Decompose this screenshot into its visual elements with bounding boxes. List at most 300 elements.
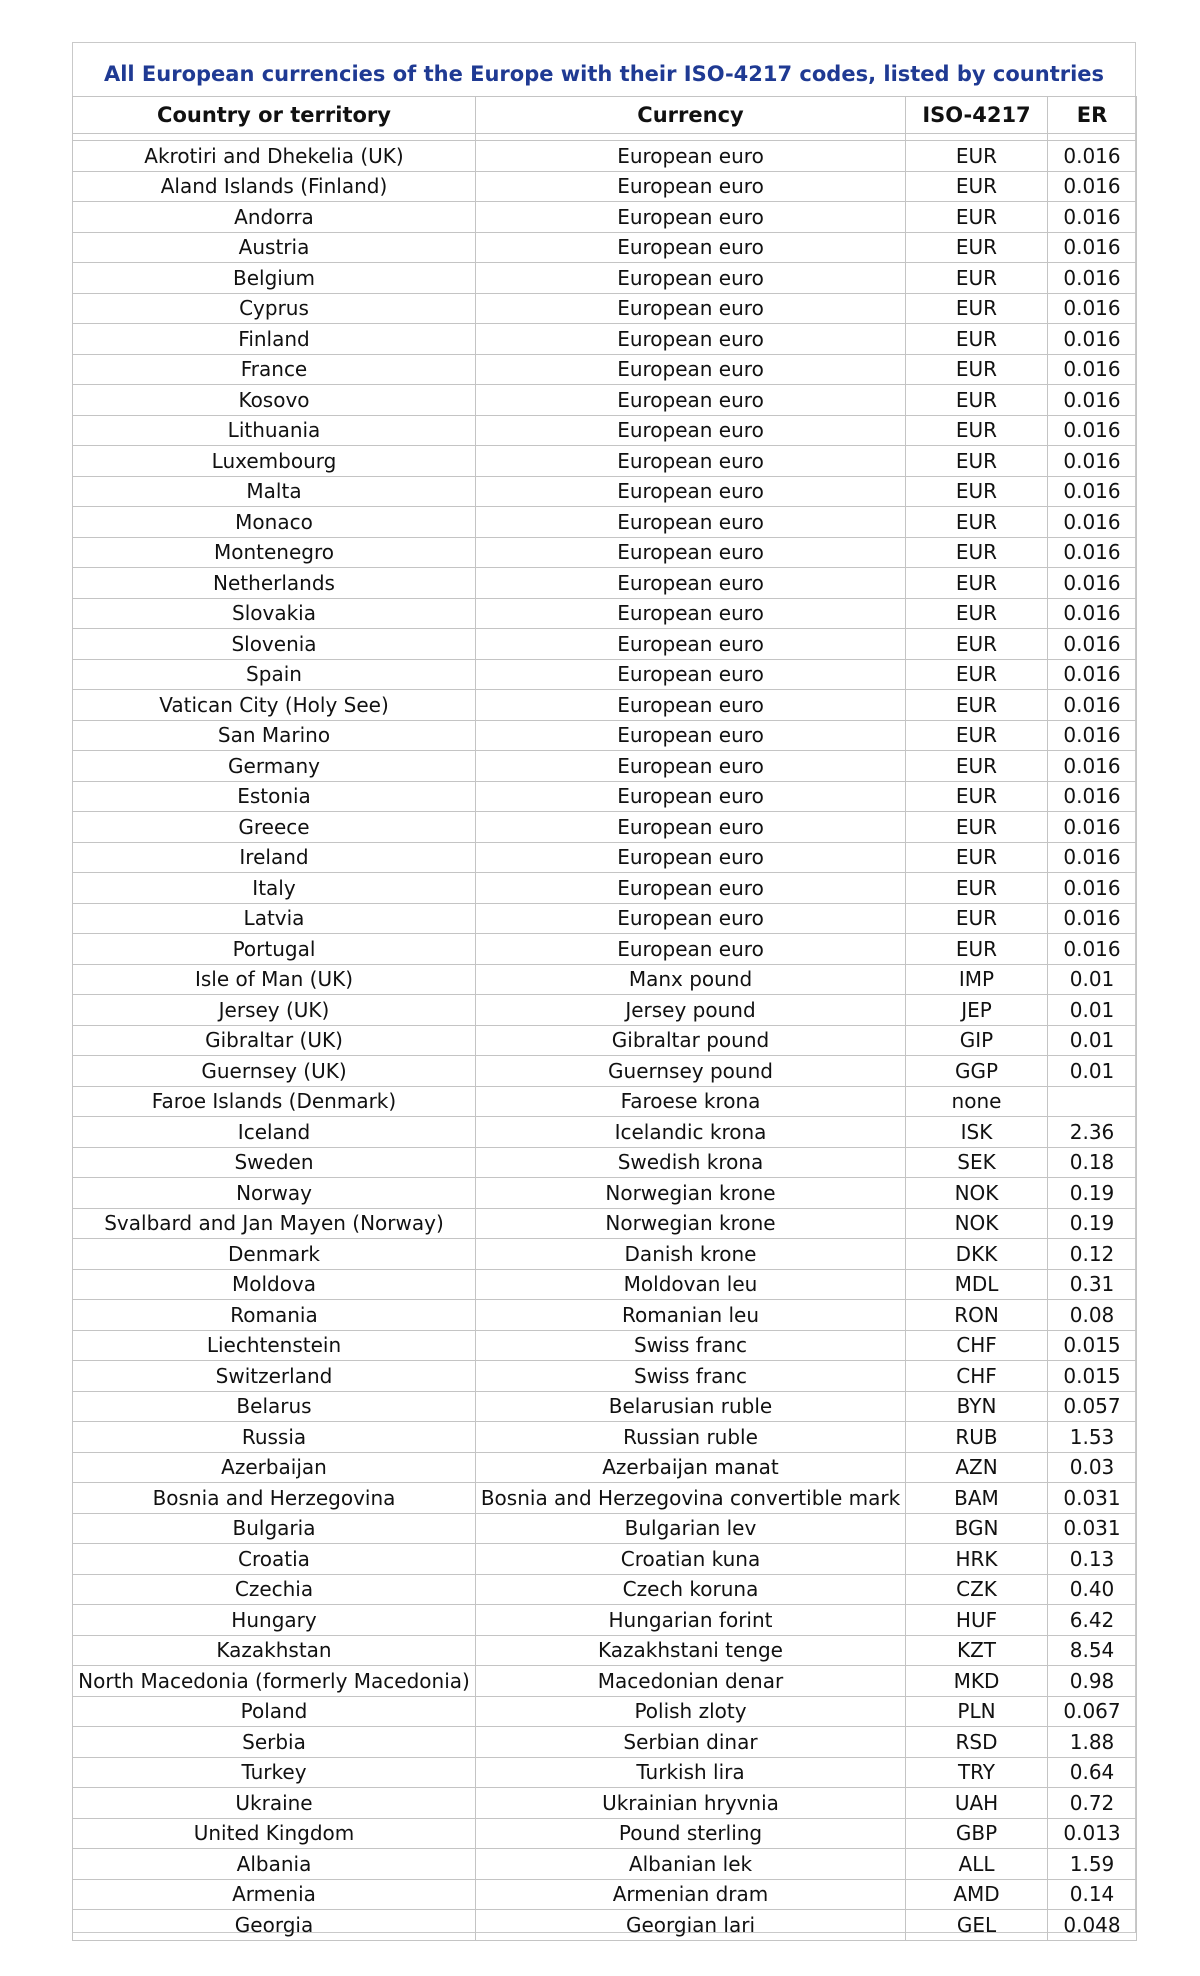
exchange-rate-cell: 0.016	[1048, 659, 1137, 690]
table-row	[73, 293, 1137, 324]
exchange-rate-cell: 0.016	[1048, 690, 1137, 721]
exchange-rate-cell: 0.016	[1048, 751, 1137, 782]
country-cell: Gibraltar (UK)	[73, 1025, 476, 1056]
table-row	[73, 415, 1137, 446]
country-cell: Austria	[73, 232, 476, 263]
country-cell: Bulgaria	[73, 1513, 476, 1544]
table-row	[73, 1178, 1137, 1209]
iso-code-cell: EUR	[906, 385, 1048, 416]
table-row	[73, 1666, 1137, 1697]
header-row	[73, 97, 1137, 134]
table-body	[73, 134, 1137, 1941]
exchange-rate-cell: 0.08	[1048, 1300, 1137, 1331]
exchange-rate-cell: 0.18	[1048, 1147, 1137, 1178]
spacer-cell	[906, 134, 1048, 141]
table-row	[73, 1757, 1137, 1788]
table-row	[73, 1452, 1137, 1483]
currency-cell: European euro	[476, 690, 906, 721]
currency-cell: Danish krone	[476, 1239, 906, 1270]
country-cell: Belarus	[73, 1391, 476, 1422]
country-cell: Akrotiri and Dhekelia (UK)	[73, 141, 476, 172]
iso-code-cell: PLN	[906, 1696, 1048, 1727]
table-row	[73, 598, 1137, 629]
table-row	[73, 995, 1137, 1026]
currency-cell: Norwegian krone	[476, 1178, 906, 1209]
table-row	[73, 1391, 1137, 1422]
iso-code-cell: EUR	[906, 476, 1048, 507]
currency-cell: European euro	[476, 568, 906, 599]
iso-code-cell: EUR	[906, 537, 1048, 568]
currency-cell: Swiss franc	[476, 1361, 906, 1392]
currency-cell: European euro	[476, 232, 906, 263]
table-row	[73, 1056, 1137, 1087]
currency-cell: European euro	[476, 507, 906, 538]
iso-code-cell: RSD	[906, 1727, 1048, 1758]
currency-cell: Hungarian forint	[476, 1605, 906, 1636]
header-currency: Currency	[476, 97, 906, 134]
table-row	[73, 202, 1137, 233]
exchange-rate-cell: 0.016	[1048, 385, 1137, 416]
iso-code-cell: CZK	[906, 1574, 1048, 1605]
iso-code-cell: EUR	[906, 141, 1048, 172]
iso-code-cell: EUR	[906, 415, 1048, 446]
country-cell: Liechtenstein	[73, 1330, 476, 1361]
country-cell: Sweden	[73, 1147, 476, 1178]
iso-code-cell: EUR	[906, 568, 1048, 599]
currency-cell: European euro	[476, 934, 906, 965]
iso-code-cell: EUR	[906, 354, 1048, 385]
currency-cell: Azerbaijan manat	[476, 1452, 906, 1483]
table-row	[73, 537, 1137, 568]
currency-cell: Faroese krona	[476, 1086, 906, 1117]
currency-cell: European euro	[476, 598, 906, 629]
iso-code-cell: none	[906, 1086, 1048, 1117]
country-cell: Belgium	[73, 263, 476, 294]
iso-code-cell: EUR	[906, 781, 1048, 812]
exchange-rate-cell: 0.016	[1048, 507, 1137, 538]
currency-cell: European euro	[476, 629, 906, 660]
currency-cell: Manx pound	[476, 964, 906, 995]
exchange-rate-cell: 8.54	[1048, 1635, 1137, 1666]
table-row	[73, 1605, 1137, 1636]
iso-code-cell: DKK	[906, 1239, 1048, 1270]
country-cell: Isle of Man (UK)	[73, 964, 476, 995]
exchange-rate-cell: 0.016	[1048, 598, 1137, 629]
iso-code-cell: EUR	[906, 446, 1048, 477]
iso-code-cell: EUR	[906, 324, 1048, 355]
currency-cell: Bulgarian lev	[476, 1513, 906, 1544]
iso-code-cell: MKD	[906, 1666, 1048, 1697]
country-cell: Montenegro	[73, 537, 476, 568]
country-cell: Denmark	[73, 1239, 476, 1270]
table-row	[73, 1879, 1137, 1910]
currency-cell: Kazakhstani tenge	[476, 1635, 906, 1666]
country-cell: Faroe Islands (Denmark)	[73, 1086, 476, 1117]
iso-code-cell: MDL	[906, 1269, 1048, 1300]
exchange-rate-cell: 0.016	[1048, 354, 1137, 385]
exchange-rate-cell: 0.01	[1048, 995, 1137, 1026]
iso-code-cell: EUR	[906, 293, 1048, 324]
exchange-rate-cell: 0.016	[1048, 141, 1137, 172]
currency-cell: European euro	[476, 842, 906, 873]
country-cell: Georgia	[73, 1910, 476, 1941]
table-row	[73, 1574, 1137, 1605]
currency-cell: European euro	[476, 141, 906, 172]
currency-cell: European euro	[476, 476, 906, 507]
exchange-rate-cell: 0.015	[1048, 1361, 1137, 1392]
iso-code-cell: EUR	[906, 873, 1048, 904]
currency-cell: Turkish lira	[476, 1757, 906, 1788]
table-row	[73, 446, 1137, 477]
country-cell: Malta	[73, 476, 476, 507]
exchange-rate-cell: 0.016	[1048, 568, 1137, 599]
exchange-rate-cell: 0.016	[1048, 720, 1137, 751]
country-cell: Hungary	[73, 1605, 476, 1636]
currency-cell: Bosnia and Herzegovina convertible mark	[476, 1483, 906, 1514]
iso-code-cell: RON	[906, 1300, 1048, 1331]
spacer-cell	[73, 134, 476, 141]
country-cell: Romania	[73, 1300, 476, 1331]
iso-code-cell: BAM	[906, 1483, 1048, 1514]
header-iso-code: ISO-4217	[906, 97, 1048, 134]
exchange-rate-cell: 1.59	[1048, 1849, 1137, 1880]
country-cell: United Kingdom	[73, 1818, 476, 1849]
exchange-rate-cell: 0.72	[1048, 1788, 1137, 1819]
table-row	[73, 1269, 1137, 1300]
currency-cell: Romanian leu	[476, 1300, 906, 1331]
table-row	[73, 1025, 1137, 1056]
exchange-rate-cell: 0.016	[1048, 812, 1137, 843]
exchange-rate-cell: 0.016	[1048, 324, 1137, 355]
currency-cell: European euro	[476, 781, 906, 812]
table-row	[73, 690, 1137, 721]
iso-code-cell: EUR	[906, 812, 1048, 843]
currency-cell: Ukrainian hryvnia	[476, 1788, 906, 1819]
table-row	[73, 1086, 1137, 1117]
iso-code-cell: EUR	[906, 903, 1048, 934]
currency-cell: Georgian lari	[476, 1910, 906, 1941]
iso-code-cell: EUR	[906, 263, 1048, 294]
iso-code-cell: ALL	[906, 1849, 1048, 1880]
currency-cell: Norwegian krone	[476, 1208, 906, 1239]
table-header	[73, 97, 1137, 134]
exchange-rate-cell: 0.016	[1048, 202, 1137, 233]
iso-code-cell: EUR	[906, 720, 1048, 751]
table-row	[73, 1483, 1137, 1514]
currency-cell: European euro	[476, 324, 906, 355]
currency-cell: Guernsey pound	[476, 1056, 906, 1087]
exchange-rate-cell: 0.016	[1048, 171, 1137, 202]
iso-code-cell: GIP	[906, 1025, 1048, 1056]
exchange-rate-cell: 1.88	[1048, 1727, 1137, 1758]
country-cell: Portugal	[73, 934, 476, 965]
country-cell: Finland	[73, 324, 476, 355]
table-row	[73, 568, 1137, 599]
iso-code-cell: CHF	[906, 1361, 1048, 1392]
exchange-rate-cell: 0.016	[1048, 476, 1137, 507]
header-country: Country or territory	[73, 97, 476, 134]
iso-code-cell: GGP	[906, 1056, 1048, 1087]
iso-code-cell: BYN	[906, 1391, 1048, 1422]
table-row	[73, 1361, 1137, 1392]
country-cell: Kosovo	[73, 385, 476, 416]
table-row	[73, 934, 1137, 965]
exchange-rate-cell: 0.016	[1048, 629, 1137, 660]
country-cell: Norway	[73, 1178, 476, 1209]
page-title: All European currencies of the Europe with their ISO-4217 codes, listed by countries	[103, 62, 1105, 86]
table-row	[73, 1818, 1137, 1849]
iso-code-cell: GBP	[906, 1818, 1048, 1849]
currency-cell: European euro	[476, 293, 906, 324]
iso-code-cell: EUR	[906, 659, 1048, 690]
country-cell: Andorra	[73, 202, 476, 233]
currency-cell: European euro	[476, 263, 906, 294]
country-cell: Germany	[73, 751, 476, 782]
table-row	[73, 751, 1137, 782]
currency-cell: Croatian kuna	[476, 1544, 906, 1575]
iso-code-cell: HUF	[906, 1605, 1048, 1636]
currency-cell: Macedonian denar	[476, 1666, 906, 1697]
country-cell: Ukraine	[73, 1788, 476, 1819]
currency-cell: European euro	[476, 873, 906, 904]
table-row	[73, 1727, 1137, 1758]
table-row	[73, 903, 1137, 934]
country-cell: Luxembourg	[73, 446, 476, 477]
country-cell: Switzerland	[73, 1361, 476, 1392]
exchange-rate-cell: 0.016	[1048, 232, 1137, 263]
country-cell: Aland Islands (Finland)	[73, 171, 476, 202]
iso-code-cell: BGN	[906, 1513, 1048, 1544]
exchange-rate-cell: 0.01	[1048, 964, 1137, 995]
exchange-rate-cell: 0.19	[1048, 1178, 1137, 1209]
iso-code-cell: SEK	[906, 1147, 1048, 1178]
exchange-rate-cell: 0.013	[1048, 1818, 1137, 1849]
exchange-rate-cell: 0.03	[1048, 1452, 1137, 1483]
exchange-rate-cell: 2.36	[1048, 1117, 1137, 1148]
exchange-rate-cell: 0.12	[1048, 1239, 1137, 1270]
country-cell: Bosnia and Herzegovina	[73, 1483, 476, 1514]
iso-code-cell: EUR	[906, 690, 1048, 721]
country-cell: Ireland	[73, 842, 476, 873]
exchange-rate-cell: 0.13	[1048, 1544, 1137, 1575]
country-cell: Croatia	[73, 1544, 476, 1575]
country-cell: Vatican City (Holy See)	[73, 690, 476, 721]
iso-code-cell: AZN	[906, 1452, 1048, 1483]
table-row	[73, 232, 1137, 263]
exchange-rate-cell: 0.048	[1048, 1910, 1137, 1941]
iso-code-cell: EUR	[906, 629, 1048, 660]
table-row	[73, 629, 1137, 660]
iso-code-cell: TRY	[906, 1757, 1048, 1788]
iso-code-cell: CHF	[906, 1330, 1048, 1361]
table-row	[73, 476, 1137, 507]
table-row	[73, 873, 1137, 904]
table-row	[73, 1910, 1137, 1941]
currency-cell: Belarusian ruble	[476, 1391, 906, 1422]
country-cell: Poland	[73, 1696, 476, 1727]
country-cell: Slovakia	[73, 598, 476, 629]
table-row	[73, 1300, 1137, 1331]
country-cell: Serbia	[73, 1727, 476, 1758]
country-cell: Albania	[73, 1849, 476, 1880]
currency-cell: European euro	[476, 537, 906, 568]
iso-code-cell: JEP	[906, 995, 1048, 1026]
iso-code-cell: ISK	[906, 1117, 1048, 1148]
exchange-rate-cell: 0.016	[1048, 842, 1137, 873]
header-spacer-row	[73, 134, 1137, 141]
currency-cell: Icelandic krona	[476, 1117, 906, 1148]
iso-code-cell: NOK	[906, 1208, 1048, 1239]
country-cell: Cyprus	[73, 293, 476, 324]
table-row	[73, 964, 1137, 995]
country-cell: Greece	[73, 812, 476, 843]
country-cell: Spain	[73, 659, 476, 690]
exchange-rate-cell: 0.057	[1048, 1391, 1137, 1422]
table-row	[73, 659, 1137, 690]
country-cell: Russia	[73, 1422, 476, 1453]
table-row	[73, 354, 1137, 385]
exchange-rate-cell: 0.015	[1048, 1330, 1137, 1361]
table-row	[73, 507, 1137, 538]
currency-cell: Swiss franc	[476, 1330, 906, 1361]
country-cell: Iceland	[73, 1117, 476, 1148]
exchange-rate-cell: 0.64	[1048, 1757, 1137, 1788]
currency-cell: European euro	[476, 171, 906, 202]
iso-code-cell: EUR	[906, 171, 1048, 202]
country-cell: Guernsey (UK)	[73, 1056, 476, 1087]
country-cell: Netherlands	[73, 568, 476, 599]
iso-code-cell: EUR	[906, 751, 1048, 782]
country-cell: Estonia	[73, 781, 476, 812]
iso-code-cell: NOK	[906, 1178, 1048, 1209]
iso-code-cell: EUR	[906, 507, 1048, 538]
currency-cell: European euro	[476, 720, 906, 751]
table-row	[73, 812, 1137, 843]
table-row	[73, 1147, 1137, 1178]
table-row	[73, 385, 1137, 416]
exchange-rate-cell: 6.42	[1048, 1605, 1137, 1636]
table-row	[73, 324, 1137, 355]
table-row	[73, 1330, 1137, 1361]
spacer-cell	[476, 134, 906, 141]
exchange-rate-cell: 0.016	[1048, 263, 1137, 294]
iso-code-cell: EUR	[906, 598, 1048, 629]
table-row	[73, 1788, 1137, 1819]
exchange-rate-cell: 0.31	[1048, 1269, 1137, 1300]
currency-cell: Jersey pound	[476, 995, 906, 1026]
country-cell: Czechia	[73, 1574, 476, 1605]
exchange-rate-cell: 0.016	[1048, 873, 1137, 904]
currency-cell: Albanian lek	[476, 1849, 906, 1880]
exchange-rate-cell: 0.016	[1048, 415, 1137, 446]
header-exchange-rate: ER	[1048, 97, 1137, 134]
exchange-rate-cell: 0.01	[1048, 1025, 1137, 1056]
exchange-rate-cell: 1.53	[1048, 1422, 1137, 1453]
exchange-rate-cell: 0.19	[1048, 1208, 1137, 1239]
iso-code-cell: RUB	[906, 1422, 1048, 1453]
iso-code-cell: EUR	[906, 934, 1048, 965]
country-cell: North Macedonia (formerly Macedonia)	[73, 1666, 476, 1697]
exchange-rate-cell: 0.14	[1048, 1879, 1137, 1910]
exchange-rate-cell: 0.016	[1048, 446, 1137, 477]
exchange-rate-cell: 0.067	[1048, 1696, 1137, 1727]
currency-table	[72, 96, 1137, 1941]
exchange-rate-cell	[1048, 1086, 1137, 1117]
exchange-rate-cell: 0.40	[1048, 1574, 1137, 1605]
currency-cell: European euro	[476, 354, 906, 385]
exchange-rate-cell: 0.016	[1048, 903, 1137, 934]
country-cell: France	[73, 354, 476, 385]
table-row	[73, 141, 1137, 172]
table-row	[73, 263, 1137, 294]
iso-code-cell: HRK	[906, 1544, 1048, 1575]
country-cell: Monaco	[73, 507, 476, 538]
currency-cell: European euro	[476, 415, 906, 446]
table-row	[73, 1635, 1137, 1666]
exchange-rate-cell: 0.01	[1048, 1056, 1137, 1087]
currency-cell: Russian ruble	[476, 1422, 906, 1453]
table-row	[73, 842, 1137, 873]
currency-cell: European euro	[476, 812, 906, 843]
currency-cell: Gibraltar pound	[476, 1025, 906, 1056]
table-row	[73, 171, 1137, 202]
table-row	[73, 1544, 1137, 1575]
iso-code-cell: GEL	[906, 1910, 1048, 1941]
currency-cell: European euro	[476, 903, 906, 934]
country-cell: Lithuania	[73, 415, 476, 446]
currency-cell: Serbian dinar	[476, 1727, 906, 1758]
exchange-rate-cell: 0.016	[1048, 934, 1137, 965]
exchange-rate-cell: 0.031	[1048, 1483, 1137, 1514]
iso-code-cell: EUR	[906, 232, 1048, 263]
country-cell: Svalbard and Jan Mayen (Norway)	[73, 1208, 476, 1239]
currency-cell: Swedish krona	[476, 1147, 906, 1178]
iso-code-cell: AMD	[906, 1879, 1048, 1910]
country-cell: Jersey (UK)	[73, 995, 476, 1026]
table-row	[73, 720, 1137, 751]
table-row	[73, 1513, 1137, 1544]
exchange-rate-cell: 0.031	[1048, 1513, 1137, 1544]
iso-code-cell: KZT	[906, 1635, 1048, 1666]
currency-cell: Moldovan leu	[476, 1269, 906, 1300]
country-cell: San Marino	[73, 720, 476, 751]
table-row	[73, 1422, 1137, 1453]
currency-cell: Armenian dram	[476, 1879, 906, 1910]
country-cell: Latvia	[73, 903, 476, 934]
exchange-rate-cell: 0.016	[1048, 537, 1137, 568]
iso-code-cell: UAH	[906, 1788, 1048, 1819]
table-row	[73, 781, 1137, 812]
currency-cell: European euro	[476, 202, 906, 233]
exchange-rate-cell: 0.016	[1048, 293, 1137, 324]
currency-cell: Czech koruna	[476, 1574, 906, 1605]
currency-cell: European euro	[476, 446, 906, 477]
iso-code-cell: IMP	[906, 964, 1048, 995]
table-row	[73, 1208, 1137, 1239]
iso-code-cell: EUR	[906, 842, 1048, 873]
country-cell: Slovenia	[73, 629, 476, 660]
country-cell: Moldova	[73, 1269, 476, 1300]
exchange-rate-cell: 0.98	[1048, 1666, 1137, 1697]
currency-cell: Polish zloty	[476, 1696, 906, 1727]
table-row	[73, 1239, 1137, 1270]
spacer-cell	[1048, 134, 1137, 141]
country-cell: Armenia	[73, 1879, 476, 1910]
table-row	[73, 1849, 1137, 1880]
currency-cell: Pound sterling	[476, 1818, 906, 1849]
currency-cell: European euro	[476, 659, 906, 690]
iso-code-cell: EUR	[906, 202, 1048, 233]
